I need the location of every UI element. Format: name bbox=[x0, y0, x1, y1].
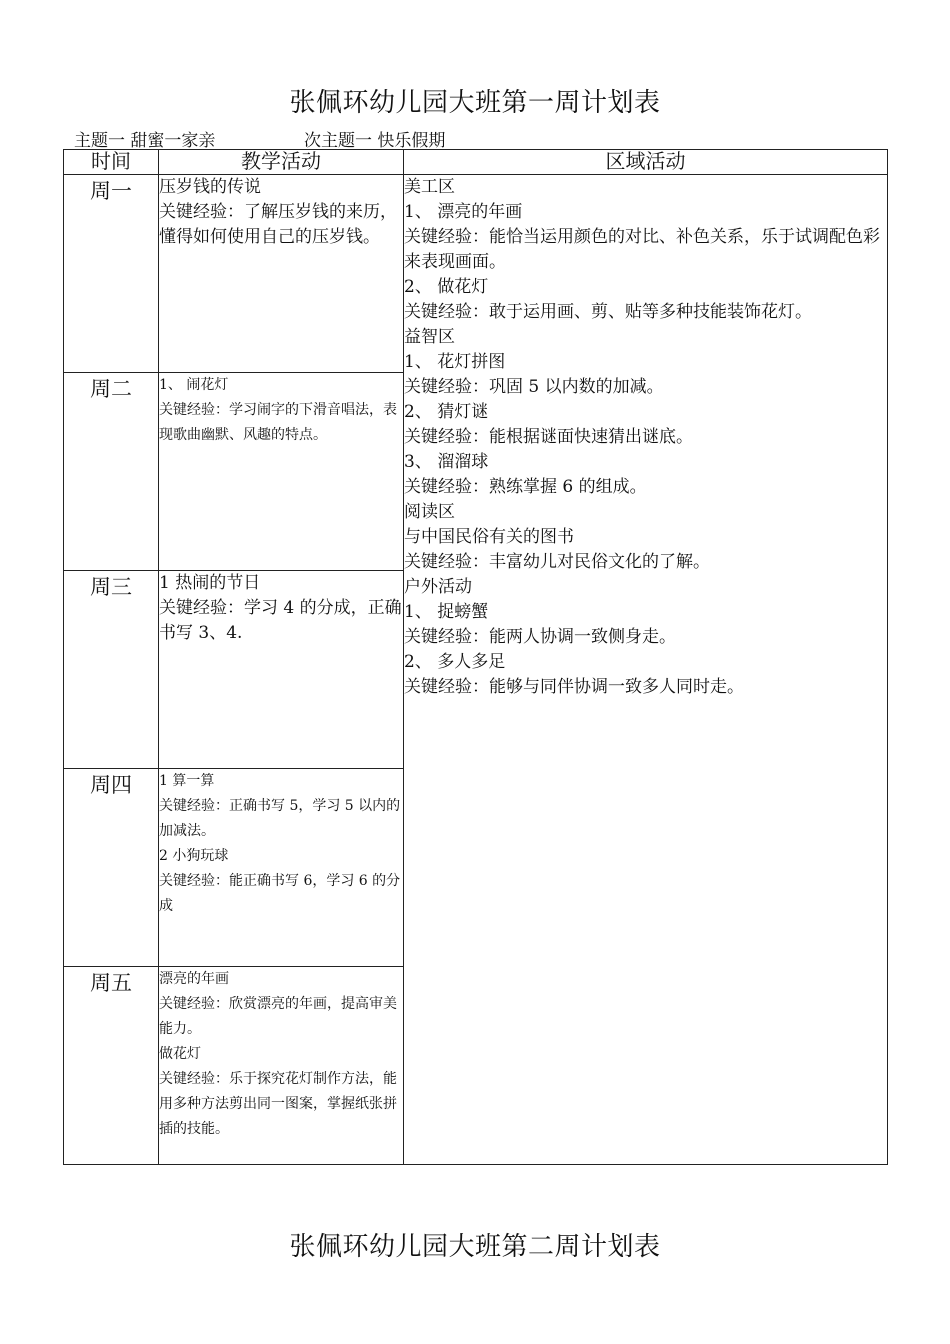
area-line: 关键经验：熟练掌握 6 的组成。 bbox=[404, 477, 647, 497]
area-line: 与中国民俗有关的图书 bbox=[404, 527, 574, 547]
teaching-activity-cell bbox=[159, 175, 404, 373]
day-label: 周二 bbox=[64, 373, 159, 571]
teaching-activity-cell bbox=[159, 769, 404, 967]
header-time: 时间 bbox=[64, 150, 159, 175]
day-label: 周五 bbox=[64, 967, 159, 1165]
activity-line: 做花灯 bbox=[159, 1046, 201, 1062]
area-activity-cell bbox=[404, 175, 888, 1165]
activity-line: 关键经验：学习闹字的下滑音唱法，表现歌曲幽默、风趣的特点。 bbox=[159, 402, 397, 443]
area-line: 阅读区 bbox=[404, 502, 455, 522]
teaching-activity-cell bbox=[159, 571, 404, 769]
area-line: 关键经验：能够与同伴协调一致多人同时走。 bbox=[404, 677, 744, 697]
area-line: 1、 漂亮的年画 bbox=[404, 202, 523, 222]
area-line: 关键经验：敢于运用画、剪、贴等多种技能装饰花灯。 bbox=[404, 302, 812, 322]
activity-line: 关键经验：欣赏漂亮的年画，提高审美能力。 bbox=[159, 996, 397, 1037]
area-line: 2、 做花灯 bbox=[404, 277, 489, 297]
area-line: 关键经验：能恰当运用颜色的对比、补色关系，乐于试调配色彩来表现画面。 bbox=[404, 227, 880, 272]
area-line: 1、 捉螃蟹 bbox=[404, 602, 489, 622]
activity-line: 关键经验：乐于探究花灯制作方法，能用多种方法剪出同一图案，掌握纸张拼插的技能。 bbox=[159, 1071, 397, 1137]
area-line: 关键经验：能两人协调一致侧身走。 bbox=[404, 627, 676, 647]
day-label: 周一 bbox=[64, 175, 159, 373]
theme-label: 主题一 甜蜜一家亲 bbox=[74, 131, 216, 151]
teaching-activity-cell bbox=[159, 967, 404, 1165]
area-line: 1、 花灯拼图 bbox=[404, 352, 506, 372]
next-page-title: 张佩环幼儿园大班第二周计划表 bbox=[289, 1232, 661, 1262]
header-teaching: 教学活动 bbox=[159, 150, 404, 175]
header-row bbox=[64, 150, 888, 175]
activity-line: 关键经验：学习 4 的分成，正确书写 3、4. bbox=[159, 598, 402, 643]
subtheme-label: 次主题一 快乐假期 bbox=[304, 131, 446, 151]
weekly-plan-table bbox=[63, 149, 888, 1165]
area-line: 户外活动 bbox=[404, 577, 472, 597]
table-row bbox=[64, 175, 888, 373]
area-line: 2、 猜灯谜 bbox=[404, 402, 489, 422]
area-line: 益智区 bbox=[404, 327, 455, 347]
page-title: 张佩环幼儿园大班第一周计划表 bbox=[289, 88, 661, 118]
day-label: 周四 bbox=[64, 769, 159, 967]
activity-line: 2 小狗玩球 bbox=[159, 848, 229, 864]
activity-line: 压岁钱的传说 bbox=[159, 177, 261, 197]
activity-line: 关键经验：正确书写 5，学习 5 以内的加减法。 bbox=[159, 798, 401, 839]
activity-line: 1、 闹花灯 bbox=[159, 377, 229, 393]
area-line: 3、 溜溜球 bbox=[404, 452, 489, 472]
activity-line: 漂亮的年画 bbox=[159, 971, 229, 987]
area-line: 关键经验：能根据谜面快速猜出谜底。 bbox=[404, 427, 693, 447]
area-line: 关键经验：巩固 5 以内数的加减。 bbox=[404, 377, 664, 397]
day-label: 周三 bbox=[64, 571, 159, 769]
activity-line: 关键经验：能正确书写 6，学习 6 的分成 bbox=[159, 873, 401, 914]
area-line: 2、 多人多足 bbox=[404, 652, 506, 672]
header-area: 区域活动 bbox=[404, 150, 888, 175]
teaching-activity-cell bbox=[159, 373, 404, 571]
area-line: 美工区 bbox=[404, 177, 455, 197]
activity-line: 关键经验：了解压岁钱的来历，懂得如何使用自己的压岁钱。 bbox=[159, 202, 397, 247]
activity-line: 1 算一算 bbox=[159, 773, 215, 789]
activity-line: 1 热闹的节日 bbox=[159, 573, 261, 593]
area-line: 关键经验：丰富幼儿对民俗文化的了解。 bbox=[404, 552, 710, 572]
